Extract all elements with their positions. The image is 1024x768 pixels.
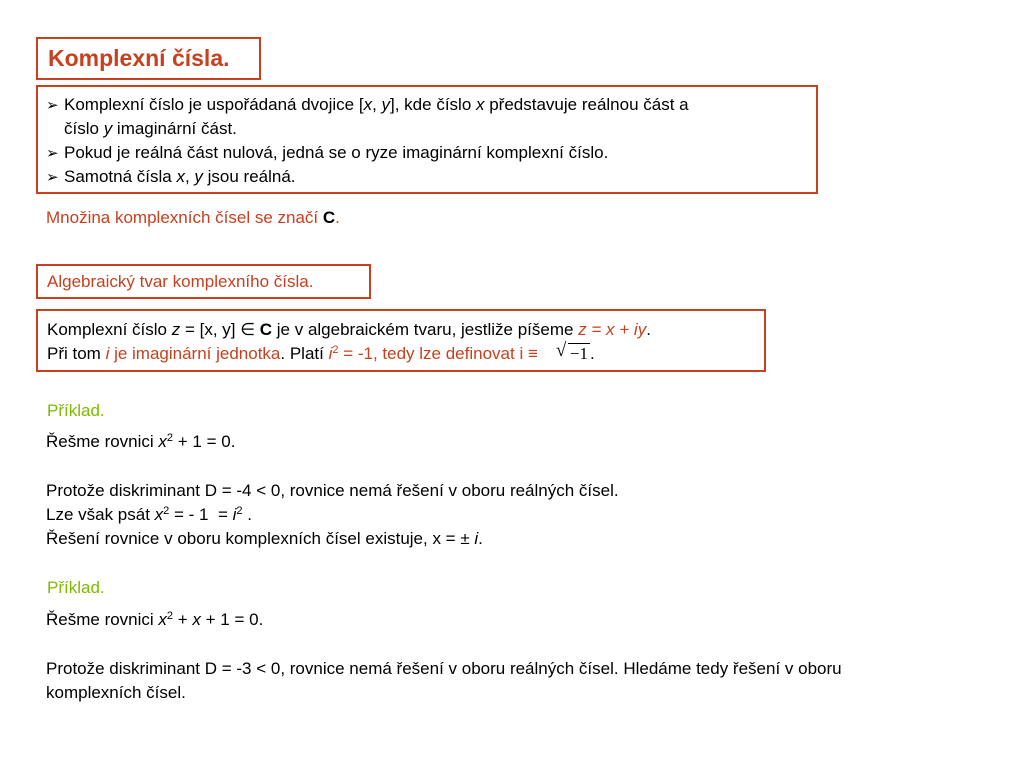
example-1-equation: Řešme rovnici $x^2 + 1 = 0$. (46, 432, 236, 451)
algebraic-line-2: Při tom i je imaginární jednotka. Platí $i^2 = -1$, tedy lze definovat i ≡ √ −1 . (47, 340, 595, 363)
algebraic-box (36, 309, 766, 372)
sqrt-expression: √ −1 (555, 340, 588, 363)
set-note: Množina komplexních čísel se značí C. (46, 208, 340, 227)
arrow-bullet-icon: ➢ (46, 97, 59, 114)
definition-line-3: ➢ Pokud je reálná část nulová, jedná se o ryze imaginární komplexní číslo. (46, 143, 609, 162)
page-title: Komplexní čísla. (48, 45, 230, 71)
algebraic-title-box (36, 264, 371, 299)
algebraic-title: Algebraický tvar komplexního čísla. (47, 272, 314, 291)
example-2-para-1: Protože diskriminant D = -3 < 0, rovnice nemá řešení v oboru reálných čísel. Hledáme tedy řešení v oboru (46, 659, 842, 678)
definition-line-2: číslo y imaginární část. (64, 119, 237, 138)
sqrt-icon: √ (555, 340, 567, 361)
arrow-bullet-icon: ➢ (46, 169, 59, 186)
definition-line-4: ➢ Samotná čísla x, y jsou reálná. (46, 167, 296, 186)
arrow-bullet-icon: ➢ (46, 145, 59, 162)
definition-line-1: ➢ Komplexní číslo je uspořádaná dvojice [x, y], kde číslo x představuje reálnou část a (46, 95, 689, 114)
example-2-para-2: komplexních čísel. (46, 683, 186, 702)
example-2-label: Příklad. (47, 578, 105, 597)
definition-box (36, 85, 818, 194)
example-1-para-3: Řešení rovnice v oboru komplexních čísel existuje, x = ± i. (46, 529, 483, 548)
algebraic-line-1: Komplexní číslo z = [x, y] ∈ C je v algebraickém tvaru, jestliže píšeme z = x + iy. (47, 320, 651, 339)
title-box (36, 37, 261, 80)
example-1-label: Příklad. (47, 401, 105, 420)
example-1-para-2: Lze však psát $x^2$ = - $1 = i^2$ . (46, 505, 252, 524)
example-1-para-1: Protože diskriminant D = -4 < 0, rovnice nemá řešení v oboru reálných čísel. (46, 481, 619, 500)
example-2-equation: Řešme rovnici $x^2 + x + 1 = 0$. (46, 610, 264, 629)
